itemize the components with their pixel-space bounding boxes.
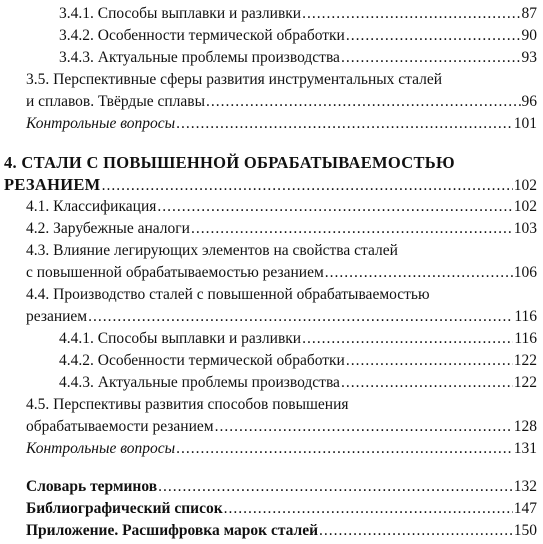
- toc-page: 122: [513, 352, 537, 369]
- leader-dots: [346, 26, 521, 45]
- toc-page: 87: [521, 5, 537, 22]
- toc-entry: [26, 92, 537, 111]
- toc-entry: [4, 175, 537, 195]
- toc-page: 150: [513, 522, 537, 539]
- toc-title-continued: и сплавов. Твёрдые сплавы: [26, 93, 206, 110]
- leader-dots: [176, 114, 513, 133]
- toc-entry: [26, 114, 537, 133]
- leader-dots: [88, 307, 513, 326]
- toc-title: Словарь терминов: [26, 478, 158, 495]
- toc-page: 90: [521, 27, 537, 44]
- toc-entry: [26, 499, 537, 518]
- leader-dots: [325, 263, 513, 282]
- toc-page: 131: [513, 440, 537, 457]
- toc-title: Библиографический список: [26, 500, 223, 517]
- toc-page: 116: [514, 330, 537, 347]
- toc-title-continued: обрабатываемости резанием: [26, 418, 214, 435]
- toc-page: 103: [513, 220, 537, 237]
- toc-title: Контрольные вопросы: [26, 440, 176, 457]
- toc-title: 4.4. Производство сталей с повышенной обрабатываемостью: [26, 286, 430, 303]
- toc-page: 128: [513, 418, 537, 435]
- toc-entry: [26, 521, 537, 540]
- leader-dots: [346, 351, 513, 370]
- leader-dots: [319, 521, 513, 540]
- toc-title: 3.4.3. Актуальные проблемы производства: [59, 49, 340, 66]
- toc-entry: [26, 439, 537, 458]
- chapter-title: 4. СТАЛИ С ПОВЫШЕННОЙ ОБРАБАТЫВАЕМОСТЬЮ: [4, 153, 455, 172]
- toc-entry: [59, 4, 537, 23]
- toc-title: 4.4.3. Актуальные проблемы производства: [59, 374, 340, 391]
- toc-page: 132: [513, 478, 537, 495]
- toc-page: 101: [513, 115, 537, 132]
- leader-dots: [224, 499, 513, 518]
- leader-dots: [302, 4, 520, 23]
- toc-title: 3.4.2. Особенности термической обработки: [59, 27, 345, 44]
- toc-title: 4.1. Классификация: [26, 198, 157, 215]
- toc-title: 4.2. Зарубежные аналоги: [26, 220, 190, 237]
- toc-entry: [26, 477, 537, 496]
- leader-dots: [302, 329, 513, 348]
- toc-page: 102: [513, 198, 537, 215]
- leader-dots: [158, 477, 513, 496]
- toc-entry: [26, 197, 537, 216]
- leader-dots: [176, 439, 513, 458]
- leader-dots: [215, 417, 513, 436]
- toc-entry: [26, 307, 537, 326]
- toc-title: 3.5. Перспективные сферы развития инструментальных сталей: [26, 71, 443, 88]
- toc-entry: [26, 219, 537, 238]
- toc-title: Приложение. Расшифровка марок сталей: [26, 522, 319, 539]
- toc-title-continued: резанием: [26, 308, 88, 325]
- toc-entry: [26, 417, 537, 436]
- toc-page: 102: [513, 177, 537, 194]
- toc-title: 4.3. Влияние легирующих элементов на свойства сталей: [26, 242, 398, 259]
- toc-title: 4.5. Перспективы развития способов повышения: [26, 396, 349, 413]
- toc-entry: [59, 373, 537, 392]
- toc-page: 106: [513, 264, 537, 281]
- leader-dots: [102, 176, 513, 195]
- leader-dots: [191, 219, 513, 238]
- toc-entry: [59, 48, 537, 67]
- chapter-title-continued: РЕЗАНИЕМ: [4, 175, 101, 194]
- toc-entry: [59, 351, 537, 370]
- toc-entry: [26, 263, 537, 282]
- leader-dots: [206, 92, 520, 111]
- leader-dots: [341, 373, 513, 392]
- toc-entry: [59, 26, 537, 45]
- toc-page: 122: [513, 374, 537, 391]
- toc-title-continued: с повышенной обрабатываемостью резанием: [26, 264, 324, 281]
- toc-page: 96: [521, 93, 537, 110]
- toc-title: 3.4.1. Способы выплавки и разливки: [59, 5, 302, 22]
- toc-page: 147: [513, 500, 537, 517]
- leader-dots: [341, 48, 521, 67]
- toc-title: 4.4.2. Особенности термической обработки: [59, 352, 345, 369]
- toc-title: Контрольные вопросы: [26, 115, 176, 132]
- toc-title: 4.4.1. Способы выплавки и разливки: [59, 330, 302, 347]
- toc-page: 93: [521, 49, 537, 66]
- toc-page: 116: [514, 308, 537, 325]
- toc-entry: [59, 329, 537, 348]
- leader-dots: [157, 197, 512, 216]
